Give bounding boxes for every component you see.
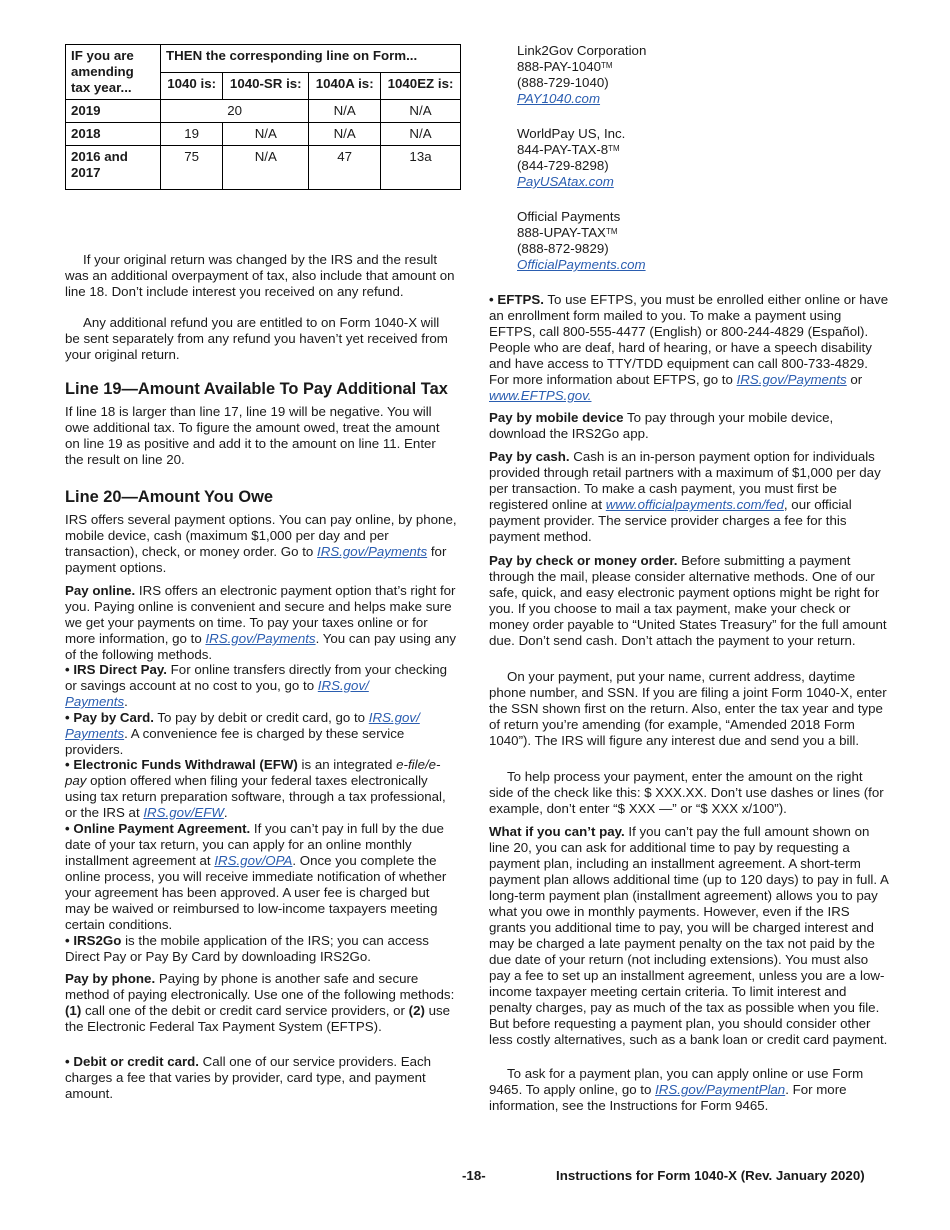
- link-officialpayments-fed[interactable]: www.officialpayments.com/fed: [605, 497, 784, 512]
- table-row: [66, 123, 461, 146]
- bullet-efw: • Electronic Funds Withdrawal (EFW) is an integrated e-file/e-pay option offered when filing your federal taxes electronically using tax return preparation software, through a tax professional, or the IRS at IRS.gov/EFW.: [65, 757, 446, 820]
- paragraph-additional-refund: Any additional refund you are entitled to on Form 1040-X will be sent separately from any refund you haven’t yet received from your original return.: [65, 315, 448, 362]
- amend-line-table: [65, 44, 461, 190]
- bullet-irs2go: • IRS2Go is the mobile application of the IRS; you can access Direct Pay or Pay By Card by downloading IRS2Go.: [65, 933, 429, 964]
- heading-line-20: Line 20—Amount You Owe: [65, 488, 273, 506]
- provider-official-payments: Official Payments 888-UPAY-TAX™ (888-872-9829) OfficialPayments.com: [517, 209, 646, 272]
- paragraph-pay-by-check: Pay by check or money order. Before submitting a payment through the mail, please consider alternative methods. One of our safe, quick, and easy electronic payment options might be right for you. If you choose to mail a tax payment, make your check or money order payable to “United States Treasury” for the full amount due. Don’t send cash. Don’t attach the payment to your return.: [489, 553, 887, 648]
- link-irs-payments[interactable]: IRS.gov/ Payments: [65, 710, 420, 741]
- cell-value: 20: [161, 100, 309, 123]
- paragraph-payment-options: IRS offers several payment options. You can pay online, by phone, mobile device, cash (maximum $1,000 per day and per transaction), check, or money order. Go to IRS.gov/Payments for payment options.: [65, 512, 457, 575]
- table-then-header: THEN the corresponding line on Form...: [161, 45, 461, 73]
- cell-value: N/A: [309, 123, 381, 146]
- bullet-debit-credit-card: • Debit or credit card. Call one of our service providers. Each charges a fee that varies by provider, card type, and payment amount.: [65, 1054, 432, 1101]
- link-pay1040[interactable]: PAY1040.com: [517, 91, 601, 106]
- heading-line-19: Line 19—Amount Available To Pay Additional Tax: [65, 380, 448, 398]
- bullet-online-payment-agreement: • Online Payment Agreement. If you can’t pay in full by the due date of your tax return, you can apply for an online monthly installment agreement at IRS.gov/OPA. Once you complete the online process, you will receive immediate notification of whether your agreement has been approved. A user fee is charged but may be waived or reimbursed to low-income taxpayers meeting certain conditions.: [65, 821, 447, 932]
- bullet-direct-pay: • IRS Direct Pay. For online transfers directly from your checking or savings account at no cost to you, go to IRS.gov/ Payments.: [65, 662, 448, 709]
- page-number: -18-: [462, 1168, 486, 1183]
- cell-value: N/A: [223, 146, 309, 190]
- link-irs-opa[interactable]: IRS.gov/OPA: [214, 853, 293, 868]
- cell-value: N/A: [381, 123, 461, 146]
- cell-value: N/A: [223, 123, 309, 146]
- cell-value: 75: [161, 146, 223, 190]
- paragraph-cant-pay: What if you can’t pay. If you can’t pay the full amount shown on line 20, you can ask for additional time to pay by requesting a payment plan, including an installment agreement. A short-term payment plan allows additional time (up to 120 days) to pay in full. A long-term payment plan (installment agreement) allows you to pay what you owe in monthly payments. However, even if the IRS grants you additional time to pay, you will be charged interest and may be charged a late payment penalty on the tax not paid by the due date of your return (not including extensions). You must also pay a fee to set up an installment agreement, unless you are a low-income taxpayer meeting certain criteria. To limit interest and penalty charges, pay as much of the tax as possible when you file. But before requesting a payment plan, you should consider other less costly alternatives, such as a bank loan or credit card payment.: [489, 824, 889, 1047]
- link-payusatax[interactable]: PayUSAtax.com: [517, 174, 614, 189]
- table-corner-header: IF you are amending tax year...: [66, 45, 161, 100]
- link-irs-efw[interactable]: IRS.gov/EFW: [143, 805, 224, 820]
- col-header-1040a: 1040A is:: [309, 72, 381, 100]
- col-header-1040: 1040 is:: [161, 72, 223, 100]
- bullet-eftps: • EFTPS. To use EFTPS, you must be enrolled either online or have an enrollment form mailed to you. To make a payment using EFTPS, call 800-555-4477 (English) or 800-244-4829 (Español). People who are deaf, hard of hearing, or have a speech disability and have access to TTY/TDD equipment can call 800-733-4829. For more information about EFTPS, go to IRS.gov/Payments or www.EFTPS.gov.: [489, 292, 889, 403]
- cell-value: 47: [309, 146, 381, 190]
- link-irs-paymentplan[interactable]: IRS.gov/PaymentPlan: [655, 1082, 786, 1097]
- cell-value: N/A: [381, 100, 461, 123]
- paragraph-help-process: To help process your payment, enter the amount on the right side of the check like this: $ XXX.XX. Don’t use dashes or lines (for example, don’t enter “$ XXX —” or “$ XXX x/100”).: [489, 769, 884, 816]
- paragraph-payment-plan: To ask for a payment plan, you can apply online or use Form 9465. To apply online, go to IRS.gov/PaymentPlan. For more information, see the Instructions for Form 9465.: [489, 1066, 864, 1113]
- link-officialpayments[interactable]: OfficialPayments.com: [517, 257, 646, 272]
- link-irs-payments[interactable]: IRS.gov/Payments: [736, 372, 847, 387]
- col-header-1040ez: 1040EZ is:: [381, 72, 461, 100]
- link-irs-payments[interactable]: IRS.gov/Payments: [317, 544, 428, 559]
- link-eftps[interactable]: www.EFTPS.gov.: [489, 388, 592, 403]
- paragraph-pay-by-phone: Pay by phone. Paying by phone is another safe and secure method of paying electronically. Use one of the following methods: (1) call one of the debit or credit card service providers, or (2) use the Electronic Federal Tax Payment System (EFTPS).: [65, 971, 455, 1034]
- cell-value: 13a: [381, 146, 461, 190]
- col-header-1040sr: 1040-SR is:: [223, 72, 309, 100]
- paragraph-pay-by-mobile: Pay by mobile device To pay through your mobile device, download the IRS2Go app.: [489, 410, 834, 441]
- row-year: 2018: [66, 123, 161, 146]
- link-irs-payments[interactable]: IRS.gov/Payments: [205, 631, 316, 646]
- paragraph-original-return: If your original return was changed by the IRS and the result was an additional overpayment of tax, also include that amount on line 18. Don’t include interest you received on any refund.: [65, 252, 455, 299]
- paragraph-on-your-payment: On your payment, put your name, current address, daytime phone number, and SSN. If you are filing a joint Form 1040-X, enter the SSN shown first on the return. Also, enter the tax year and type of return you’re amending (for example, “Amended 2018 Form 1040”). The IRS will figure any interest due and send you a bill.: [489, 669, 887, 748]
- cell-value: N/A: [309, 100, 381, 123]
- provider-link2gov: Link2Gov Corporation 888-PAY-1040™ (888-729-1040) PAY1040.com: [517, 43, 647, 106]
- cell-value: 19: [161, 123, 223, 146]
- provider-worldpay: WorldPay US, Inc. 844-PAY-TAX-8™ (844-729-8298) PayUSAtax.com: [517, 126, 626, 189]
- table-row: [66, 146, 461, 190]
- paragraph-pay-online: Pay online. IRS offers an electronic payment option that’s right for you. Paying online is convenient and secure and helps make sure we get your payments on time. To pay your taxes online or for more information, go to IRS.gov/Payments. You can pay using any of the following methods.: [65, 583, 457, 662]
- table-row: [66, 100, 461, 123]
- paragraph-line-19: If line 18 is larger than line 17, line 19 will be negative. You will owe additional tax. To figure the amount owed, treat the amount on line 19 as positive and add it to the amount on line 11. Enter the result on line 20.: [65, 404, 440, 467]
- bullet-pay-by-card: • Pay by Card. To pay by debit or credit card, go to IRS.gov/ Payments. A convenience fee is charged by these service providers.: [65, 710, 420, 757]
- row-year: 2019: [66, 100, 161, 123]
- row-year: 2016 and 2017: [66, 146, 161, 190]
- paragraph-pay-by-cash: Pay by cash. Cash is an in-person payment option for individuals provided through retail partners with a maximum of $1,000 per day per transaction. To make a cash payment, you must first be registered online at www.officialpayments.com/fed, our official payment provider. The service provider charges a fee for this payment method.: [489, 449, 881, 544]
- link-irs-payments[interactable]: IRS.gov/ Payments: [65, 678, 369, 709]
- footer-title: Instructions for Form 1040-X (Rev. January 2020): [556, 1168, 865, 1183]
